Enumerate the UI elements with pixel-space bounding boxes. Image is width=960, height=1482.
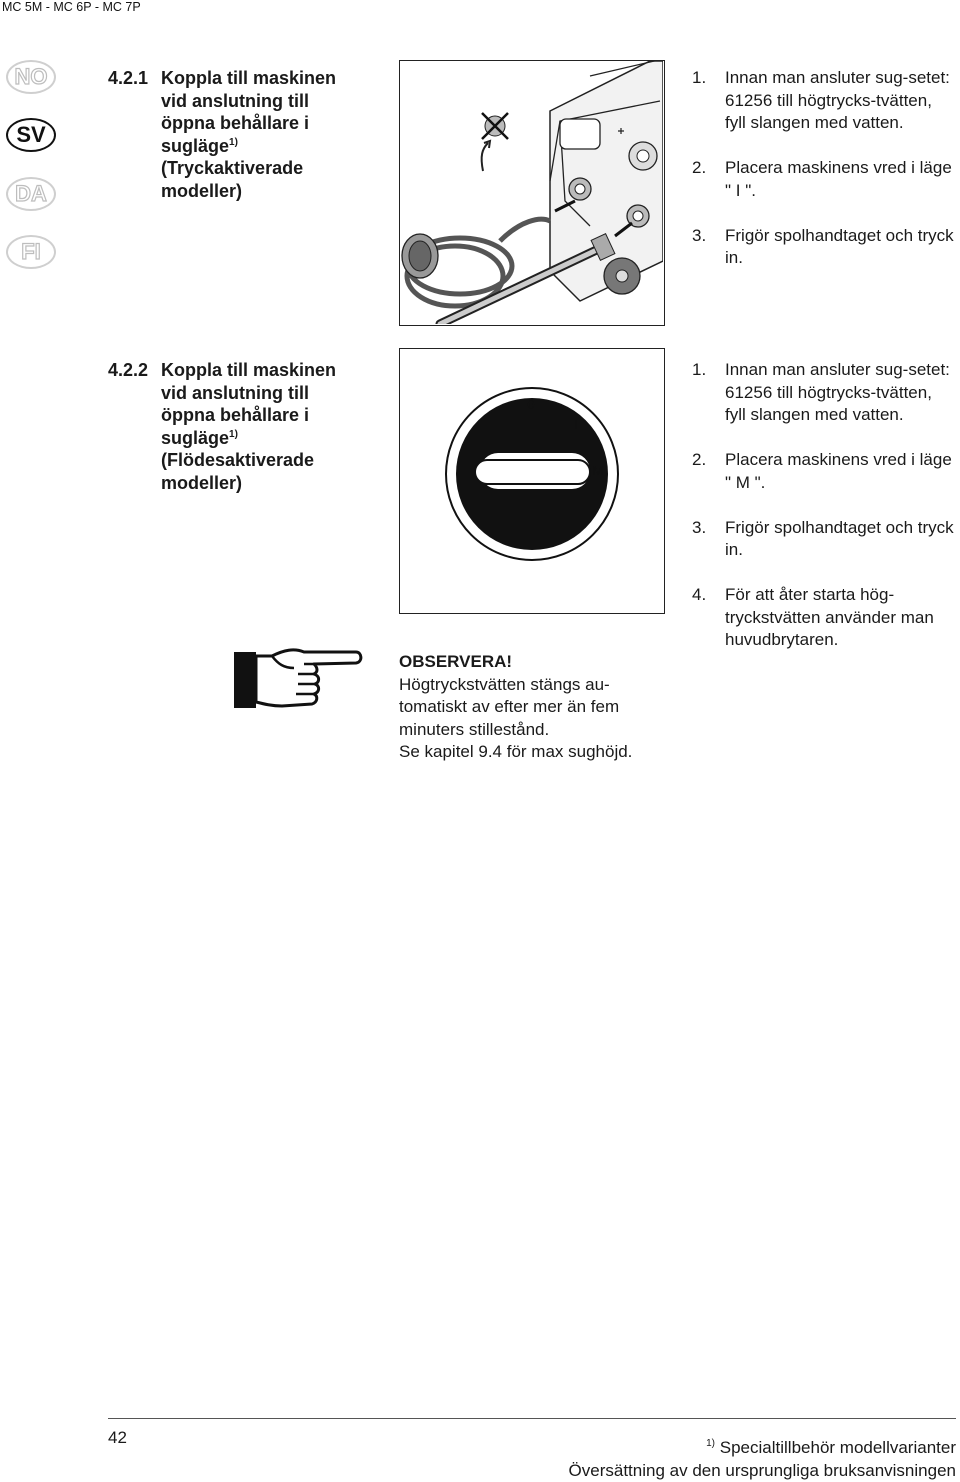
title-line: sugläge$^{1)}$ xyxy=(161,135,238,156)
section-title-text xyxy=(161,359,361,494)
machine-hose-drawing xyxy=(400,61,663,324)
language-badge-da[interactable]: DA xyxy=(6,177,56,211)
note-line: tomatiskt av efter mer än fem xyxy=(399,697,620,716)
title-line: öppna behållare i xyxy=(161,405,310,425)
page-number: 42 xyxy=(108,1428,127,1447)
title-line: vid anslutning till xyxy=(161,90,309,111)
mode-dial-drawing xyxy=(400,349,663,612)
note-line: Se kapitel 9.4 för max sughöjd. xyxy=(399,742,633,761)
title-line: (Flödesaktiverade xyxy=(161,450,315,470)
pointing-hand-icon xyxy=(232,646,364,716)
section-title-text xyxy=(161,67,361,202)
instruction-step: 3. Frigör spolhandtaget och tryck in. xyxy=(692,517,954,559)
dial-label-m: M xyxy=(592,463,604,478)
title-line: sugläge$^{1)}$ xyxy=(161,427,238,448)
instruction-step: 2. Placera maskinens vred i läge " M ". xyxy=(692,450,952,492)
section-4-2-1-title xyxy=(108,67,368,207)
note-line: minuters stillestånd. xyxy=(399,719,550,739)
title-line: modeller) xyxy=(161,180,243,201)
section-4-2-2-steps xyxy=(692,359,956,652)
machine-connection-illustration xyxy=(399,60,665,326)
note-line: Högtryckstvätten stängs au- xyxy=(399,674,610,694)
language-badge-fi[interactable]: FI xyxy=(6,235,56,269)
dial-label-one: I xyxy=(574,417,578,432)
dial-knob-illustration xyxy=(399,348,665,614)
title-line: (Tryckaktiverade xyxy=(161,158,304,178)
title-line: vid anslutning till xyxy=(161,382,309,403)
title-line: Koppla till maskinen xyxy=(161,360,337,380)
section-4-2-2-title xyxy=(108,359,368,499)
footer-notes xyxy=(569,1436,956,1482)
footnote-ref: 1) xyxy=(229,136,238,148)
language-badge-sv[interactable]: SV xyxy=(6,118,56,152)
document-model-header: MC 5M - MC 6P - MC 7P xyxy=(2,0,141,14)
footer-divider xyxy=(108,1418,956,1419)
dial-label-zero: 0 xyxy=(527,397,535,412)
instruction-step: 4. För att åter starta hög-tryckstvätten använder man huvudbrytaren. xyxy=(692,585,934,649)
language-badge-no[interactable]: NO xyxy=(6,60,56,94)
section-number: 4.2.1 xyxy=(108,68,149,88)
translation-note: Översättning av den ursprungliga bruksanvisningen xyxy=(568,1461,956,1480)
title-line: öppna behållare i xyxy=(161,113,310,133)
title-line: Koppla till maskinen xyxy=(161,68,337,88)
section-number: 4.2.2 xyxy=(108,360,149,380)
instruction-step: 1. Innan man ansluter sug-setet: 61256 till högtrycks-tvätten, fyll slangen med vatten. xyxy=(692,360,950,424)
section-4-2-1-steps xyxy=(692,67,956,270)
instruction-step: 3. Frigör spolhandtaget och tryck in. xyxy=(692,225,954,267)
footnote-ref: 1) xyxy=(229,428,238,440)
observera-note xyxy=(399,651,684,764)
instruction-step: 2. Placera maskinens vred i läge " I ". xyxy=(692,158,952,200)
instruction-step: 1. Innan man ansluter sug-setet: 61256 till högtrycks-tvätten, fyll slangen med vatten. xyxy=(692,68,950,132)
title-line: modeller) xyxy=(161,472,243,493)
note-heading: OBSERVERA! xyxy=(399,652,513,671)
footnote-text: $^{1)}$ Specialtillbehör modellvarianter xyxy=(706,1438,956,1457)
